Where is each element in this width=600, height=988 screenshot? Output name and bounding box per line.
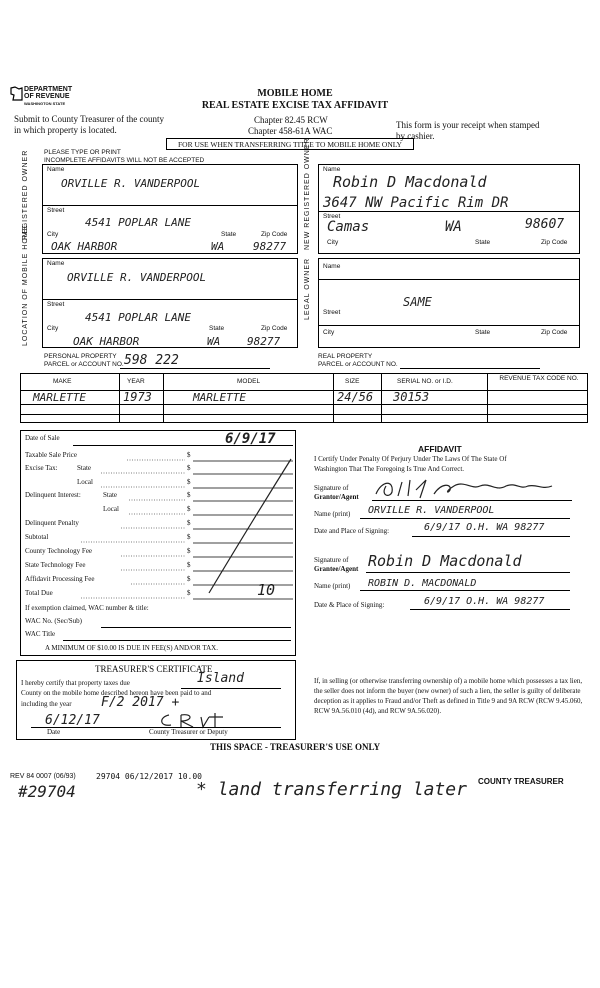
ro-name: ORVILLE R. VANDERPOOL — [61, 177, 201, 190]
grantee-name: ROBIN D. MACDONALD — [368, 578, 477, 589]
dollar-7: $ — [187, 533, 191, 541]
dollar-6: $ — [187, 519, 191, 527]
personal-parcel-label2: PARCEL or ACCOUNT NO. — [44, 361, 124, 368]
for-use-banner: FOR USE WHEN TRANSFERRING TITLE TO MOBILE HOME ONLY — [166, 138, 414, 150]
certify-line2: Washington That The Foregoing Is True And Correct. — [314, 465, 465, 473]
treasurer-year-value: F/2 2017 + — [101, 695, 180, 710]
county-treasurer-label: COUNTY TREASURER — [478, 777, 564, 786]
fees-box — [20, 430, 296, 656]
receipt-number: #29704 — [18, 782, 76, 801]
please-type: PLEASE TYPE OR PRINT — [44, 149, 121, 156]
loc-state: WA — [207, 335, 221, 348]
no-city: Camas — [327, 219, 370, 235]
form-rev-number: REV 84 0007 (06/93) — [10, 773, 76, 780]
no-street-label: Street — [323, 213, 341, 220]
loc-city-label: City — [47, 325, 59, 332]
exemption-label: If exemption claimed, WAC number & title: — [25, 604, 149, 612]
excise-tax-label: Excise Tax: — [25, 464, 58, 472]
cell-make: MARLETTE — [33, 391, 86, 404]
dollar-2: $ — [187, 464, 191, 472]
new-owner-label: NEW REGISTERED OWNER — [304, 137, 311, 250]
loc-state-label: State — [209, 325, 225, 332]
registered-owner-box — [42, 164, 298, 254]
grantor-signature — [372, 476, 572, 502]
dept-line1: DEPARTMENT — [24, 86, 73, 93]
total-due-label: Total Due — [25, 589, 53, 597]
no-zip-label: Zip Code — [541, 239, 568, 246]
personal-parcel-label1: PERSONAL PROPERTY — [44, 353, 117, 360]
sig-grantee-label1: Signature of — [314, 556, 349, 564]
form-title-2: REAL ESTATE EXCISE TAX AFFIDAVIT — [201, 100, 389, 111]
loc-street-label: Street — [47, 301, 65, 308]
ro-city: OAK HARBOR — [51, 240, 118, 253]
grantee-signature: Robin D Macdonald — [368, 552, 522, 570]
submit-line1: Submit to County Treasurer of the county — [14, 114, 164, 124]
minimum-notice: A MINIMUM OF $10.00 IS DUE IN FEE(S) AND/OR TAX. — [45, 644, 218, 652]
registered-owner-label: REGISTERED OWNER — [22, 149, 29, 240]
loc-street: 4541 POPLAR LANE — [85, 311, 191, 324]
dollar-11: $ — [187, 589, 191, 597]
submit-line2: in which property is located. — [14, 125, 117, 135]
lo-state-label: State — [475, 329, 491, 336]
loc-name: ORVILLE R. VANDERPOOL — [67, 271, 207, 284]
affidavit-fee-label: Affidavit Processing Fee — [25, 575, 95, 583]
grantor-name: ORVILLE R. VANDERPOOL — [368, 505, 495, 516]
county-tech-label: County Technology Fee — [25, 547, 93, 555]
cell-serial: 30153 — [393, 390, 430, 404]
chapter2: Chapter 458-61A WAC — [248, 126, 333, 136]
no-state: WA — [445, 219, 462, 235]
col-make: MAKE — [53, 378, 72, 385]
col-size: SIZE — [345, 378, 360, 385]
treasurer-use-only: THIS SPACE - TREASURER'S USE ONLY — [210, 742, 381, 752]
treasurer-line2: County on the mobile home described hereon have been paid to and — [21, 689, 212, 697]
excise-state-label: State — [77, 464, 91, 472]
no-state-label: State — [475, 239, 491, 246]
col-serial: SERIAL NO. or I.D. — [397, 378, 453, 385]
dept-line2: OF REVENUE — [24, 93, 70, 100]
sig-grantor-label1: Signature of — [314, 484, 349, 492]
transfer-note: * land transferring later — [196, 779, 467, 800]
cell-year: 1973 — [123, 390, 152, 404]
excise-local-label: Local — [77, 478, 93, 486]
loc-name-label: Name — [47, 260, 65, 267]
lo-street-label: Street — [323, 309, 341, 316]
col-model: MODEL — [237, 378, 261, 385]
grantee-name-label: Name (print) — [314, 582, 351, 590]
ro-zip: 98277 — [253, 240, 287, 253]
taxable-price-label: Taxable Sale Price — [25, 451, 77, 459]
loc-zip: 98277 — [247, 335, 281, 348]
treasurer-certificate-box — [16, 660, 296, 740]
new-owner-box — [318, 164, 580, 254]
chapter1: Chapter 82.45 RCW — [254, 115, 328, 125]
incomplete-notice: INCOMPLETE AFFIDAVITS WILL NOT BE ACCEPTED — [44, 157, 205, 164]
tax-lien-notice: If, in selling (or otherwise transferring ownership of) a mobile home which possesses a tax lien, the seller does not inform the buyer (new owner) of such a lien, the seller is guilty of deliberate deception as it applies to Fraud and/or Theft as defined in Title 9 and 9A RCW (RCW 9.45.060, RCW 9A.56.010 (4d), and RCW 9A.56.020). — [314, 677, 583, 715]
receipt-line2: by cashier. — [396, 131, 435, 141]
date-of-sale-label: Date of Sale — [25, 434, 60, 442]
dollar-9: $ — [187, 561, 191, 569]
ro-street: 4541 POPLAR LANE — [85, 216, 191, 229]
ro-state-label: State — [221, 231, 237, 238]
loc-city: OAK HARBOR — [73, 335, 140, 348]
dept-line3: WASHINGTON STATE — [24, 101, 66, 106]
cell-model: MARLETTE — [193, 391, 246, 404]
no-name-label: Name — [323, 166, 341, 173]
treasurer-date-value: 6/12/17 — [45, 713, 100, 728]
real-parcel-label1: REAL PROPERTY — [318, 353, 373, 360]
vehicle-table — [20, 373, 588, 423]
wac-no-label: WAC No. (Sec/Sub) — [25, 617, 82, 625]
col-year: YEAR — [127, 378, 145, 385]
dollar-8: $ — [187, 547, 191, 555]
sig-grantee-label2: Grantee/Agent — [314, 565, 359, 573]
dollar-3: $ — [187, 478, 191, 486]
col-revenue: REVENUE TAX CODE NO. — [499, 375, 579, 382]
location-label: LOCATION OF MOBILE HOME — [22, 224, 29, 346]
form-title-1: MOBILE HOME — [257, 88, 333, 99]
cell-size: 24/56 — [337, 390, 374, 404]
no-street: 3647 NW Pacific Rim DR — [323, 195, 509, 211]
ro-name-label: Name — [47, 166, 65, 173]
ro-street-label: Street — [47, 207, 65, 214]
dollar-1: $ — [187, 451, 191, 459]
ro-state: WA — [211, 240, 225, 253]
treasurer-date-label: Date — [47, 728, 61, 736]
treasurer-line3: including the year — [21, 700, 72, 708]
affidavit-title: AFFIDAVIT — [418, 444, 462, 454]
lo-name-label: Name — [323, 263, 341, 270]
lo-zip-label: Zip Code — [541, 329, 568, 336]
treasurer-county-label: County Treasurer or Deputy — [149, 728, 228, 736]
legal-owner-box — [318, 258, 580, 348]
ro-city-label: City — [47, 231, 59, 238]
treasurer-title: TREASURER'S CERTIFICATE — [95, 664, 213, 674]
subtotal-label: Subtotal — [25, 533, 49, 541]
no-name: Robin D Macdonald — [333, 173, 487, 191]
treasurer-due-value: Island — [197, 671, 244, 686]
wac-title-label: WAC Title — [25, 630, 56, 638]
interest-local-label: Local — [103, 505, 119, 513]
interest-state-label: State — [103, 491, 117, 499]
dollar-5: $ — [187, 505, 191, 513]
no-city-label: City — [327, 239, 339, 246]
grantor-name-label: Name (print) — [314, 510, 351, 518]
real-parcel-label2: PARCEL or ACCOUNT NO. — [318, 361, 398, 368]
treasurer-line1: I hereby certify that property taxes due — [21, 679, 130, 687]
lo-city-label: City — [323, 329, 335, 336]
delinquent-penalty-label: Delinquent Penalty — [25, 519, 79, 527]
lo-street-value: SAME — [403, 295, 432, 309]
sig-grantor-label2: Grantor/Agent — [314, 493, 359, 501]
state-outline-icon — [10, 86, 24, 104]
certify-line1: I Certify Under Penalty Of Perjury Under The Laws Of The State Of — [314, 455, 507, 463]
personal-parcel-value: 598 222 — [124, 353, 179, 368]
receipt-stamp: 29704 06/12/2017 10.00 — [96, 772, 202, 781]
delinquent-interest-label: Delinquent Interest: — [25, 491, 81, 499]
ro-zip-label: Zip Code — [261, 231, 288, 238]
grantee-date-place: 6/9/17 O.H. WA 98277 — [424, 596, 545, 607]
state-tech-label: State Technology Fee — [25, 561, 86, 569]
grantee-date-label: Date & Place of Signing: — [314, 601, 385, 609]
fee-rule-lines — [81, 453, 293, 603]
grantor-date-place: 6/9/17 O.H. WA 98277 — [424, 522, 545, 533]
department-logo — [10, 86, 72, 108]
dollar-4: $ — [187, 491, 191, 499]
loc-zip-label: Zip Code — [261, 325, 288, 332]
total-due-value: 10 — [257, 581, 276, 599]
receipt-line1: This form is your receipt when stamped — [396, 120, 540, 130]
legal-owner-label: LEGAL OWNER — [304, 257, 311, 320]
location-box — [42, 258, 298, 348]
dollar-10: $ — [187, 575, 191, 583]
grantor-date-label: Date and Place of Signing: — [314, 527, 390, 535]
no-zip: 98607 — [525, 217, 565, 232]
date-of-sale-value: 6/9/17 — [225, 431, 276, 447]
